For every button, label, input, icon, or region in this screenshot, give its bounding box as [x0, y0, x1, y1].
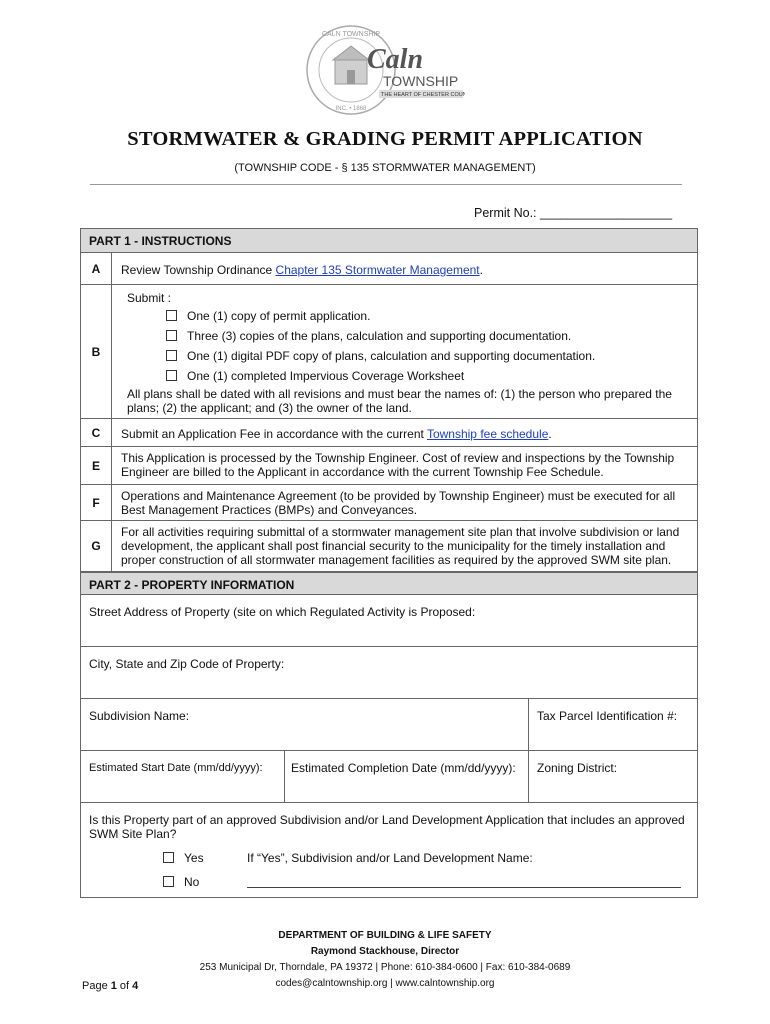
logo-tagline: THE HEART OF CHESTER COUNTY [381, 92, 465, 98]
footer-contact: codes@calntownship.org | www.calntownship.org [275, 978, 495, 989]
row-letter: F [81, 485, 112, 520]
fee-schedule-link[interactable]: Township fee schedule [426, 427, 549, 441]
subdivision-name-field[interactable] [81, 699, 529, 750]
instruction-a-text [121, 263, 687, 277]
checkbox[interactable] [166, 350, 177, 361]
page-of: of [116, 980, 133, 992]
no-option[interactable] [163, 875, 199, 889]
submit-item-label: One (1) copy of permit application. [187, 309, 371, 323]
zoning-district-label[interactable]: Zoning District: [537, 761, 618, 775]
yes-option[interactable] [163, 851, 204, 865]
instruction-c-text [121, 427, 687, 441]
checkbox[interactable] [166, 330, 177, 341]
logo-township-text: TOWNSHIP [383, 73, 459, 89]
no-label: No [184, 875, 200, 889]
row-letter: A [81, 253, 112, 284]
instruction-row-c [81, 419, 697, 447]
part2-header: PART 2 - PROPERTY INFORMATION [81, 573, 697, 595]
footer-department: DEPARTMENT OF BUILDING & LIFE SAFETY [278, 930, 492, 941]
start-date-field[interactable] [81, 751, 285, 802]
page-title: STORMWATER & GRADING PERMIT APPLICATION [127, 128, 643, 150]
part2-table [80, 572, 698, 898]
yes-checkbox[interactable] [163, 852, 174, 863]
city-state-zip-field[interactable] [81, 647, 697, 699]
street-address-label: Street Address of Property (site on which Regulated Activity is Proposed: [89, 605, 476, 619]
submit-item [166, 349, 595, 363]
dates-row [81, 751, 697, 803]
page-total: 4 [132, 980, 139, 992]
logo-arc-text: CALN TOWNSHIP [321, 31, 381, 38]
instruction-a-label: Review Township Ordinance [121, 263, 276, 277]
plans-note: All plans shall be dated with all revisions and must bear the names of: (1) the person who prepared the plans; (2) the applicant; and (3) the owner of the land. [127, 387, 672, 415]
instruction-c-label: Submit an Application Fee in accordance with the current [121, 427, 427, 441]
footer-address: 253 Municipal Dr, Thorndale, PA 19372 | Phone: 610-384-0600 | Fax: 610-384-0689 [199, 962, 571, 973]
yes-label: Yes [184, 851, 204, 865]
city-state-zip-label: City, State and Zip Code of Property: [89, 657, 285, 671]
row-letter: G [81, 521, 112, 571]
page-prefix: Page [82, 980, 111, 992]
instruction-a-end: . [479, 263, 483, 277]
submit-item [166, 369, 464, 383]
row-letter: C [81, 419, 112, 446]
submit-item-label: One (1) digital PDF copy of plans, calculation and supporting documentation. [187, 349, 596, 363]
submit-item [166, 329, 571, 343]
instruction-row-f [81, 485, 697, 521]
part1-table [80, 228, 698, 572]
instruction-f-text: Operations and Maintenance Agreement (to be provided by Township Engineer) must be executed for all Best Management Practices (BMPs) and Conveyances. [121, 489, 676, 517]
completion-date-label: Estimated Completion Date (mm/dd/yyyy): [291, 761, 516, 775]
instruction-g-text: For all activities requiring submittal of a stormwater management site plan that involve subdivision or land development, the applicant shall post financial security to the municipality for the timely installation and proper construction of all stormwater management facilities as required by the approved SWM site plan. [121, 525, 680, 567]
approval-question: Is this Property part of an approved Subdivision and/or Land Development Application that includes an approved SWM Site Plan? [89, 813, 685, 841]
approval-question-row [81, 803, 697, 897]
completion-date-field[interactable] [285, 751, 529, 802]
checkbox[interactable] [166, 310, 177, 321]
submit-item-label: One (1) completed Impervious Coverage Worksheet [187, 369, 465, 383]
subdivision-name-label: Subdivision Name: [89, 709, 190, 723]
instruction-row-a [81, 253, 697, 285]
submit-label: Submit : [127, 291, 172, 305]
subdivision-row [81, 699, 697, 751]
checkbox[interactable] [166, 370, 177, 381]
row-letter: E [81, 447, 112, 484]
page-subtitle: (TOWNSHIP CODE - § 135 STORMWATER MANAGEMENT) [234, 162, 536, 174]
logo-script-text: Caln [367, 44, 424, 75]
permit-number-field[interactable]: Permit No.: ___________________ [474, 206, 673, 220]
logo-inc-text: INC. • 1868 [335, 106, 367, 112]
start-date-label: Estimated Start Date (mm/dd/yyyy): [89, 762, 263, 774]
street-address-field[interactable] [81, 595, 697, 647]
header-divider [90, 184, 682, 185]
instruction-e-text: This Application is processed by the Township Engineer. Cost of review and inspections by the Township Engineer are billed to the Applicant in accordance with the current Township Fee Schedule. [121, 451, 675, 479]
tax-parcel-label[interactable]: Tax Parcel Identification #: [537, 709, 678, 723]
instruction-row-e [81, 447, 697, 485]
no-checkbox[interactable] [163, 876, 174, 887]
row-letter: B [81, 285, 112, 418]
page-number [82, 980, 138, 992]
submit-item [166, 309, 370, 323]
footer-director: Raymond Stackhouse, Director [310, 946, 460, 957]
township-seal-icon [305, 24, 465, 116]
instruction-row-g [81, 521, 697, 571]
page-current: 1 [110, 980, 117, 992]
submit-item-label: Three (3) copies of the plans, calculation and supporting documentation. [187, 329, 572, 343]
instruction-row-b [81, 285, 697, 419]
part1-header: PART 1 - INSTRUCTIONS [81, 229, 697, 253]
instruction-c-end: . [548, 427, 552, 441]
if-yes-label: If “Yes”, Subdivision and/or Land Development Name: [247, 851, 533, 865]
land-development-name-input[interactable] [247, 887, 681, 888]
chapter-135-link[interactable]: Chapter 135 Stormwater Management [275, 263, 480, 277]
caln-township-logo [305, 24, 465, 116]
